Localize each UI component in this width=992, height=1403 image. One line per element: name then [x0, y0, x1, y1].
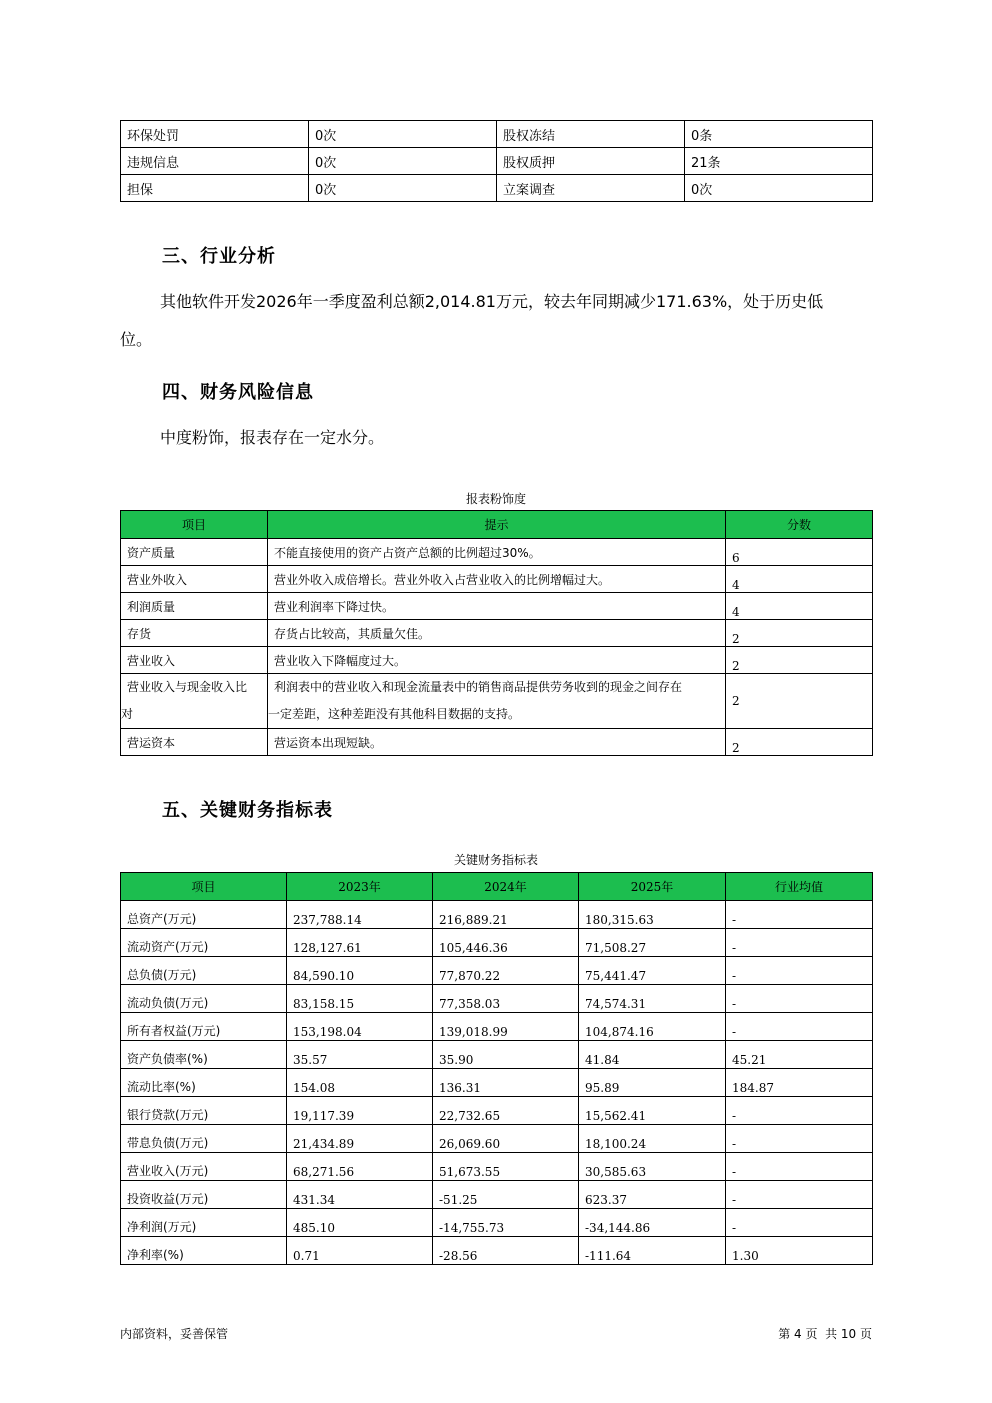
fin-item-label: 流动比率(%) — [121, 1069, 287, 1097]
fin-item-label: 总负债(万元) — [121, 957, 287, 985]
fin-table-row — [121, 957, 873, 985]
score-hint-cell: 不能直接使用的资产占资产总额的比例超过30%。 — [268, 539, 726, 566]
fin-table-row — [121, 929, 873, 957]
fin-item-value: 180,315.63 — [579, 901, 726, 929]
score-header-score: 分数 — [726, 511, 873, 539]
risk-item-value: 0次 — [309, 121, 497, 148]
fin-item-value: 154.08 — [287, 1069, 433, 1097]
score-item-cell: 存货 — [121, 620, 268, 647]
fin-item-label: 净利润(万元) — [121, 1209, 287, 1237]
score-table-row — [121, 539, 873, 566]
fin-header-2025: 2025年 — [579, 873, 726, 901]
score-hint-line: 一定差距，这种差距没有其他科目数据的支持。 — [268, 707, 521, 721]
fin-item-value: -34,144.86 — [579, 1209, 726, 1237]
fin-item-value: 45.21 — [726, 1041, 873, 1069]
score-table-row — [121, 647, 873, 674]
risk-item-label: 股权冻结 — [497, 121, 685, 148]
risk-item-label: 立案调查 — [497, 175, 685, 202]
section-4-paragraph: 中度粉饰，报表存在一定水分。 — [160, 428, 385, 447]
score-value-cell: 4 — [726, 593, 873, 620]
risk-item-value: 0条 — [685, 121, 873, 148]
score-item-cell: 资产质量 — [121, 539, 268, 566]
footer-page-number: 第 4 页 共 10 页 — [778, 1327, 872, 1341]
score-value-cell: 4 — [726, 566, 873, 593]
score-item-cell: 营业外收入 — [121, 566, 268, 593]
fin-item-value: 0.71 — [287, 1237, 433, 1265]
score-header-item: 项目 — [121, 511, 268, 539]
fin-item-value: 77,358.03 — [433, 985, 579, 1013]
fin-item-label: 营业收入(万元) — [121, 1153, 287, 1181]
fin-item-value: 68,271.56 — [287, 1153, 433, 1181]
fin-table-row — [121, 1181, 873, 1209]
score-table-row — [121, 593, 873, 620]
fin-item-value: 22,732.65 — [433, 1097, 579, 1125]
fin-item-value: 19,117.39 — [287, 1097, 433, 1125]
key-financial-indicators-table — [120, 872, 873, 1265]
score-value-cell: 2 — [726, 620, 873, 647]
fin-header-item: 项目 — [121, 873, 287, 901]
fin-item-value: 41.84 — [579, 1041, 726, 1069]
fin-item-value: 21,434.89 — [287, 1125, 433, 1153]
risk-table-row — [121, 148, 873, 175]
fin-item-value: 74,574.31 — [579, 985, 726, 1013]
risk-item-label: 股权质押 — [497, 148, 685, 175]
fin-item-value: -111.64 — [579, 1237, 726, 1265]
fin-item-value: 18,100.24 — [579, 1125, 726, 1153]
score-item-line: 营业收入与现金收入比 — [127, 680, 248, 694]
fin-item-label: 总资产(万元) — [121, 901, 287, 929]
fin-item-value: 128,127.61 — [287, 929, 433, 957]
risk-summary-table — [120, 120, 873, 202]
fin-item-value: - — [726, 957, 873, 985]
score-hint-cell: 营运资本出现短缺。 — [268, 729, 726, 756]
score-table-row — [121, 729, 873, 756]
fin-table-caption: 关键财务指标表 — [453, 853, 538, 867]
score-item-cell: 营运资本 — [121, 729, 268, 756]
fin-table-row — [121, 1013, 873, 1041]
fin-item-value: - — [726, 1153, 873, 1181]
fin-item-value: 95.89 — [579, 1069, 726, 1097]
fin-item-value: - — [726, 985, 873, 1013]
section-3-heading: 三、行业分析 — [162, 246, 276, 267]
score-table-row — [121, 674, 873, 729]
risk-item-label: 环保处罚 — [121, 121, 309, 148]
fin-item-value: -14,755.73 — [433, 1209, 579, 1237]
score-hint-cell: 营业收入下降幅度过大。 — [268, 647, 726, 674]
fin-table-header-row — [121, 873, 873, 901]
fin-item-label: 投资收益(万元) — [121, 1181, 287, 1209]
fin-header-2024: 2024年 — [433, 873, 579, 901]
fin-item-value: 51,673.55 — [433, 1153, 579, 1181]
whitewash-score-table — [120, 510, 873, 756]
fin-item-label: 净利率(%) — [121, 1237, 287, 1265]
fin-item-label: 资产负债率(%) — [121, 1041, 287, 1069]
fin-table-row — [121, 985, 873, 1013]
fin-item-value: 84,590.10 — [287, 957, 433, 985]
risk-item-value: 0次 — [685, 175, 873, 202]
fin-item-value: - — [726, 901, 873, 929]
fin-item-value: 15,562.41 — [579, 1097, 726, 1125]
fin-item-value: 623.37 — [579, 1181, 726, 1209]
fin-item-value: 105,446.36 — [433, 929, 579, 957]
fin-table-row — [121, 1041, 873, 1069]
score-table-row — [121, 566, 873, 593]
score-item-cell: 营业收入 — [121, 647, 268, 674]
fin-item-value: - — [726, 1209, 873, 1237]
fin-header-2023: 2023年 — [287, 873, 433, 901]
risk-item-label: 违规信息 — [121, 148, 309, 175]
score-item-cell — [121, 674, 268, 729]
fin-item-value: 75,441.47 — [579, 957, 726, 985]
fin-item-value: 153,198.04 — [287, 1013, 433, 1041]
section-4-heading: 四、财务风险信息 — [162, 382, 314, 403]
fin-item-value: 237,788.14 — [287, 901, 433, 929]
score-item-line: 对 — [121, 707, 134, 721]
fin-table-row — [121, 1097, 873, 1125]
fin-item-value: 485.10 — [287, 1209, 433, 1237]
risk-table-body — [121, 121, 873, 202]
risk-item-value: 21条 — [685, 148, 873, 175]
fin-table-row — [121, 1237, 873, 1265]
fin-item-value: 35.57 — [287, 1041, 433, 1069]
score-table-header-row — [121, 511, 873, 539]
score-value-cell: 2 — [726, 674, 873, 729]
fin-item-value: 26,069.60 — [433, 1125, 579, 1153]
risk-item-label: 担保 — [121, 175, 309, 202]
fin-item-value: - — [726, 1097, 873, 1125]
score-hint-cell: 营业外收入成倍增长。营业外收入占营业收入的比例增幅过大。 — [268, 566, 726, 593]
score-table-caption: 报表粉饰度 — [465, 492, 526, 506]
score-header-hint: 提示 — [268, 511, 726, 539]
score-item-cell: 利润质量 — [121, 593, 268, 620]
score-hint-line: 利润表中的营业收入和现金流量表中的销售商品提供劳务收到的现金之间存在 — [274, 680, 683, 694]
score-value-cell: 2 — [726, 729, 873, 756]
fin-item-value: 431.34 — [287, 1181, 433, 1209]
fin-table-body — [121, 901, 873, 1265]
fin-table-row — [121, 1069, 873, 1097]
score-hint-cell: 营业利润率下降过快。 — [268, 593, 726, 620]
fin-item-label: 带息负债(万元) — [121, 1125, 287, 1153]
risk-table-row — [121, 175, 873, 202]
section-3-paragraph-line2: 位。 — [120, 330, 153, 349]
section-3-paragraph-line1: 其他软件开发2026年一季度盈利总额2,014.81万元，较去年同期减少171.63%，处于历史低 — [160, 292, 824, 311]
risk-item-value: 0次 — [309, 175, 497, 202]
fin-item-value: 136.31 — [433, 1069, 579, 1097]
fin-item-value: 83,158.15 — [287, 985, 433, 1013]
score-value-cell: 6 — [726, 539, 873, 566]
score-hint-cell: 存货占比较高，其质量欠佳。 — [268, 620, 726, 647]
fin-header-industry-avg: 行业均值 — [726, 873, 873, 901]
fin-item-value: -51.25 — [433, 1181, 579, 1209]
fin-item-label: 流动负债(万元) — [121, 985, 287, 1013]
footer-confidential-note: 内部资料，妥善保管 — [120, 1327, 229, 1341]
fin-table-row — [121, 1125, 873, 1153]
fin-table-row — [121, 901, 873, 929]
fin-item-label: 所有者权益(万元) — [121, 1013, 287, 1041]
fin-table-row — [121, 1209, 873, 1237]
risk-table-row — [121, 121, 873, 148]
score-value-cell: 2 — [726, 647, 873, 674]
score-table-row — [121, 620, 873, 647]
risk-item-value: 0次 — [309, 148, 497, 175]
fin-item-value: -28.56 — [433, 1237, 579, 1265]
section-5-heading: 五、关键财务指标表 — [162, 800, 333, 821]
fin-item-value: 216,889.21 — [433, 901, 579, 929]
fin-item-value: 77,870.22 — [433, 957, 579, 985]
fin-item-value: - — [726, 1181, 873, 1209]
fin-item-value: - — [726, 929, 873, 957]
fin-table-row — [121, 1153, 873, 1181]
fin-item-value: 30,585.63 — [579, 1153, 726, 1181]
fin-item-value: - — [726, 1013, 873, 1041]
fin-item-label: 流动资产(万元) — [121, 929, 287, 957]
fin-item-value: 1.30 — [726, 1237, 873, 1265]
fin-item-value: - — [726, 1125, 873, 1153]
fin-item-value: 104,874.16 — [579, 1013, 726, 1041]
score-table-body — [121, 539, 873, 756]
score-hint-cell — [268, 674, 726, 729]
fin-item-value: 71,508.27 — [579, 929, 726, 957]
fin-item-value: 184.87 — [726, 1069, 873, 1097]
fin-item-label: 银行贷款(万元) — [121, 1097, 287, 1125]
fin-item-value: 35.90 — [433, 1041, 579, 1069]
fin-item-value: 139,018.99 — [433, 1013, 579, 1041]
